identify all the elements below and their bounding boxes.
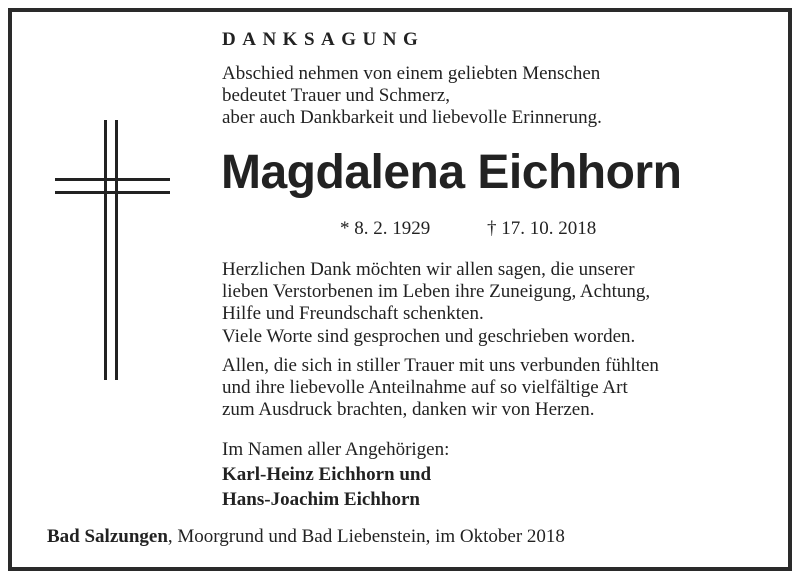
- cross-icon: [55, 120, 170, 380]
- signer-name: Hans-Joachim Eichhorn: [222, 489, 420, 510]
- sympathy-paragraph: Allen, die sich in stiller Trauer mit uns verbunden fühlten und ihre liebevolle Anteilnahme auf so vielfältige Art zum Ausdruck brachten, danken wir von Herzen.: [222, 355, 659, 420]
- birth-date: * 8. 2. 1929: [340, 218, 431, 239]
- death-date: † 17. 10. 2018: [487, 218, 597, 239]
- signer-name: Karl-Heinz Eichhorn und: [222, 464, 432, 485]
- place-date-line: [47, 526, 565, 548]
- place-name: Bad Salzungen: [47, 526, 168, 547]
- notice-heading: DANKSAGUNG: [222, 29, 425, 50]
- words-paragraph: Viele Worte sind gesprochen und geschrieben worden.: [222, 326, 636, 347]
- intro-text: Abschied nehmen von einem geliebten Menschen bedeutet Trauer und Schmerz, aber auch Dankbarkeit und liebevolle Erinnerung.: [222, 63, 602, 128]
- on-behalf-text: Im Namen aller Angehörigen:: [222, 439, 450, 460]
- place-date-rest: , Moorgrund und Bad Liebenstein, im Oktober 2018: [167, 526, 565, 547]
- deceased-name: Magdalena Eichhorn: [221, 146, 682, 199]
- thanks-paragraph: Herzlichen Dank möchten wir allen sagen, die unserer lieben Verstorbenen im Leben ihre Zuneigung, Achtung, Hilfe und Freundschaft schenkten.: [222, 259, 651, 324]
